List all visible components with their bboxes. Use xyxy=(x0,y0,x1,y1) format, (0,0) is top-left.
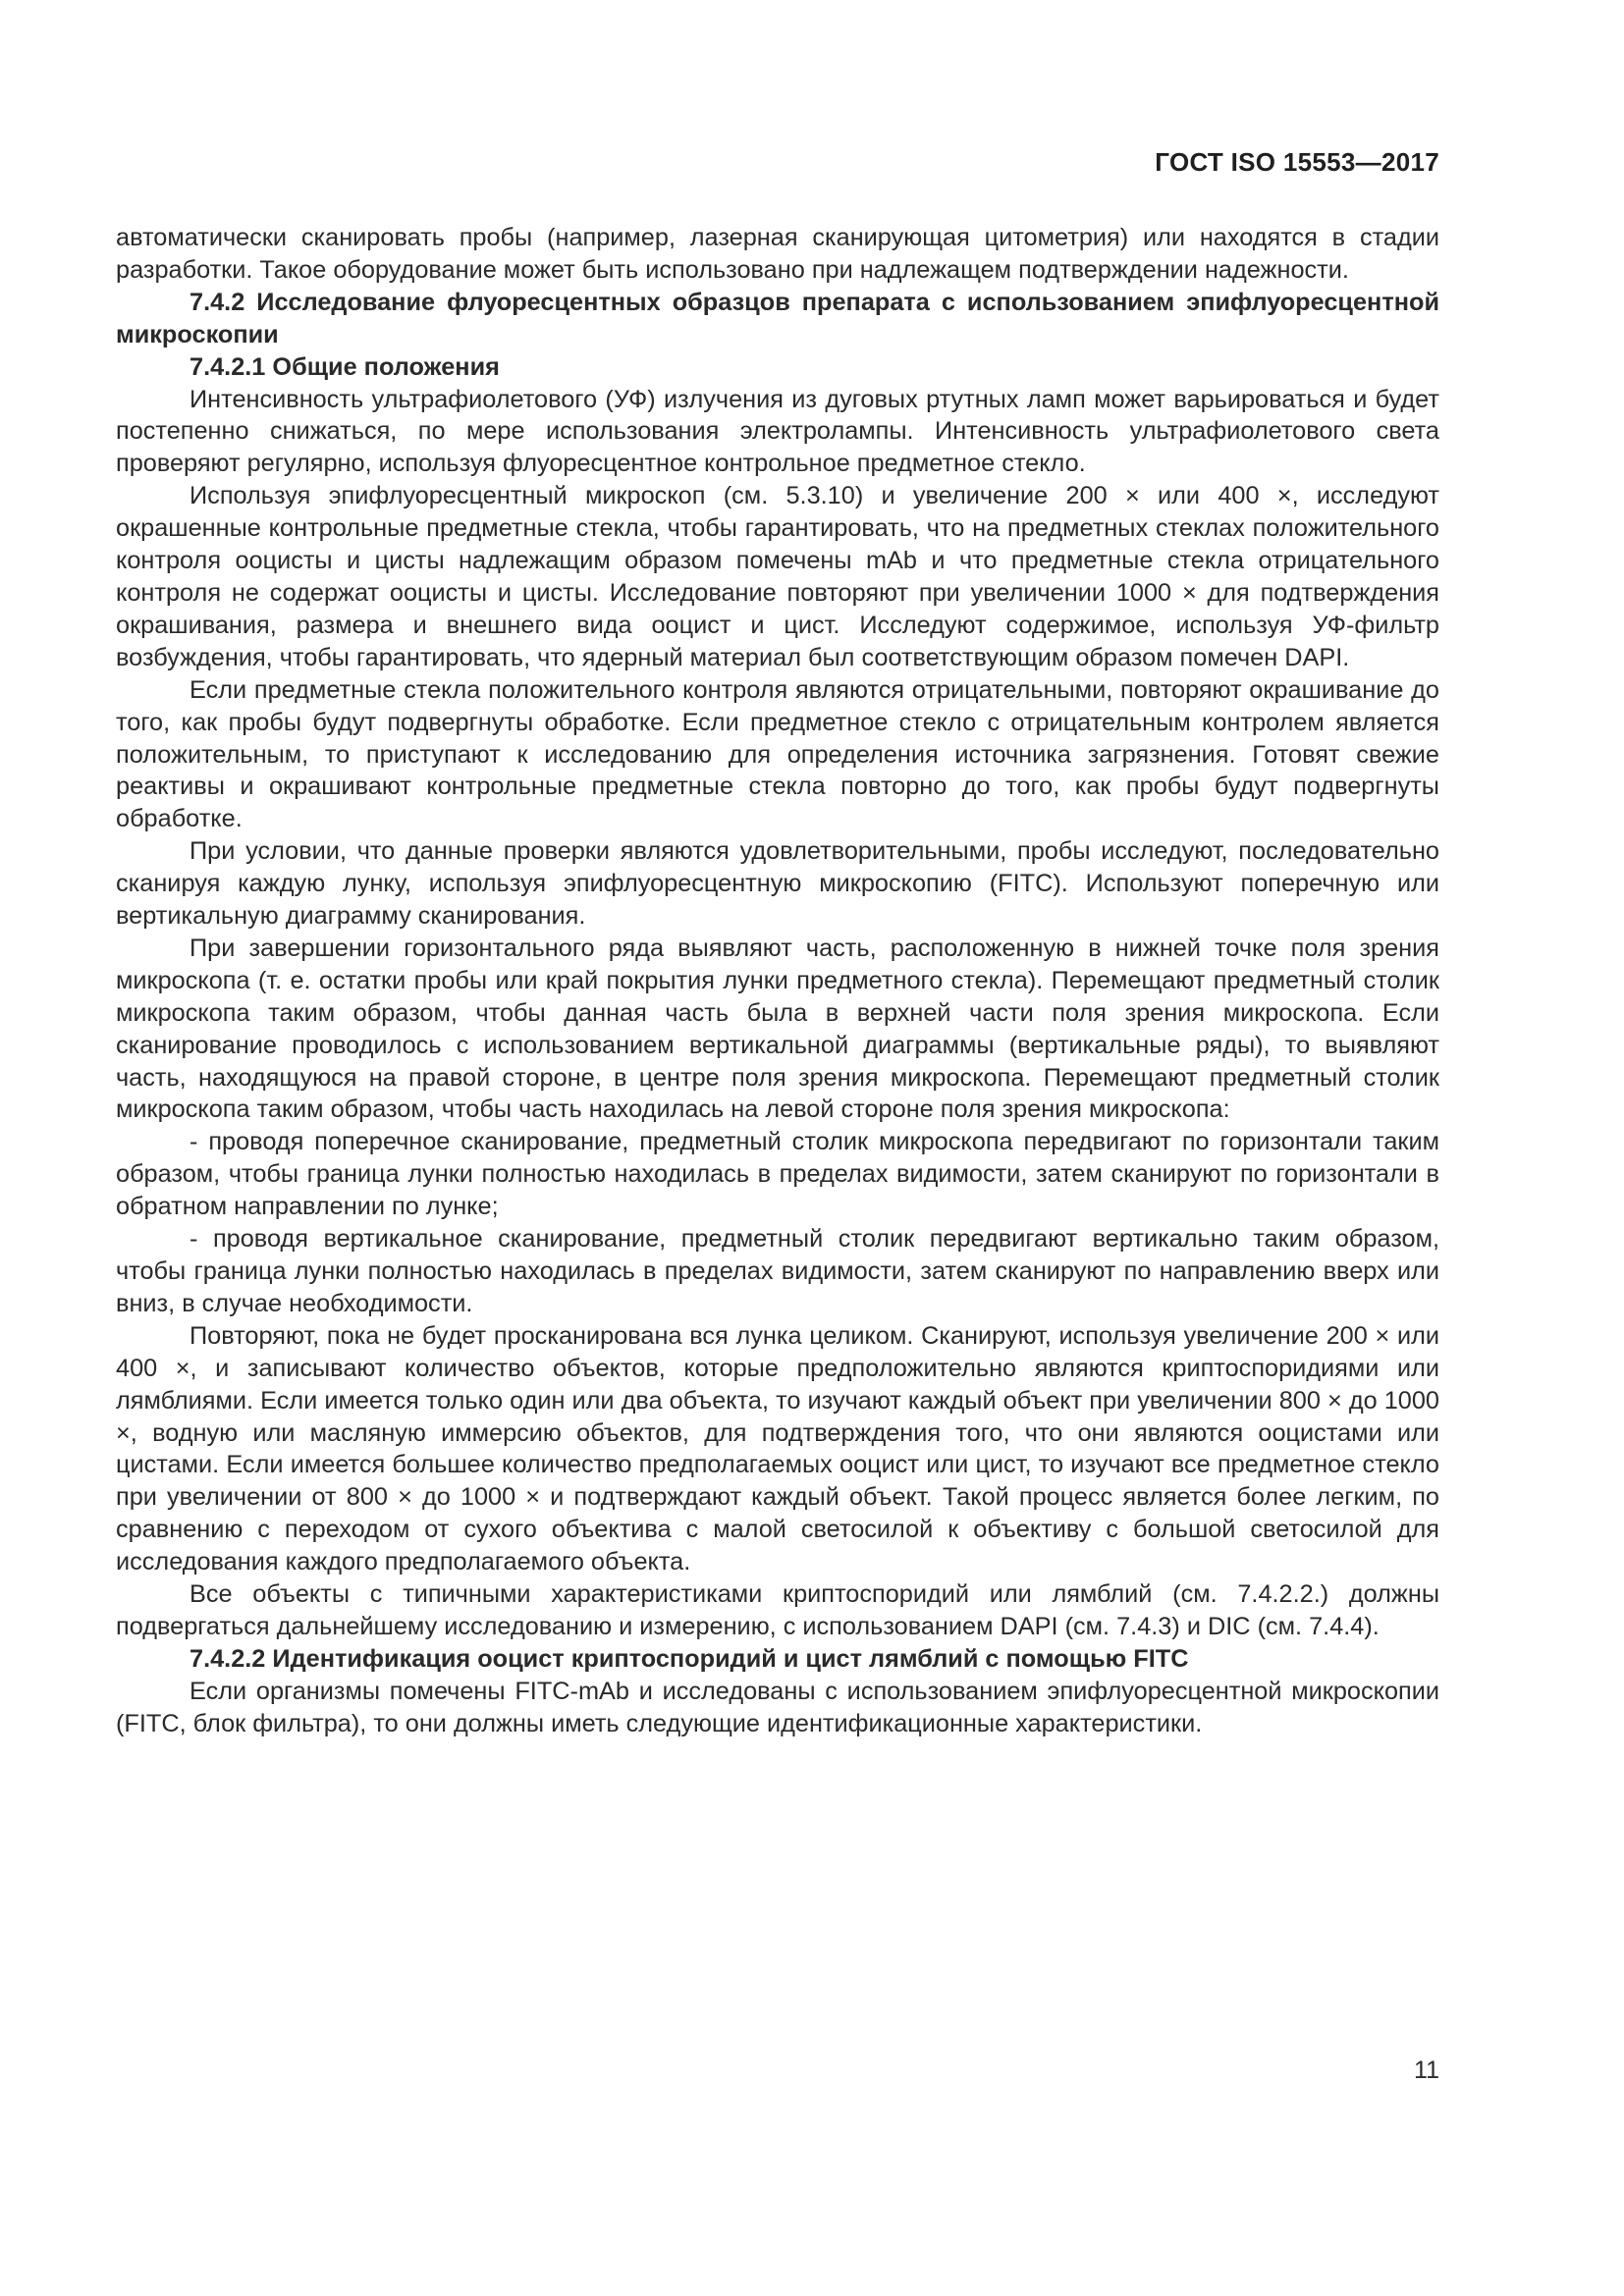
paragraph-scanning: При условии, что данные проверки являются удовлетворительными, пробы исследуют, последовательно сканируя каждую лунку, используя эпифлуоресцентную микроскопию (FITC). Используют поперечную или вертикальную диаграмму сканирования. xyxy=(116,837,1439,931)
paragraph-uv-intensity: Интенсивность ультрафиолетового (УФ) излучения из дуговых ртутных ламп может варьироваться и будет постепенно снижаться, по мере использования электролампы. Интенсивность ультрафиолетового света проверяют регулярно, используя флуоресцентное контрольное предметное стекло. xyxy=(116,385,1439,478)
document-body xyxy=(116,222,1439,1740)
page-number: 11 xyxy=(1414,2056,1439,2084)
section-heading-7-4-2-1: 7.4.2.1 Общие положения xyxy=(189,352,500,381)
paragraph-continuation: автоматически сканировать пробы (например, лазерная сканирующая цитометрия) или находятся в стадии разработки. Такое оборудование может быть использовано при надлежащем подтверждении надежности. xyxy=(116,224,1439,284)
page-header-standard: ГОСТ ISO 15553—2017 xyxy=(1155,147,1439,177)
list-item-transverse-scan: - проводя поперечное сканирование, предметный столик микроскопа передвигают по горизонтали таким образом, чтобы граница лунки полностью находилась в пределах видимости, затем сканируют по горизонтали в обратном направлении по лунке; xyxy=(116,1128,1439,1221)
list-item-vertical-scan: - проводя вертикальное сканирование, предметный столик передвигают вертикально таким образом, чтобы граница лунки полностью находилась в пределах видимости, затем сканируют по направлению вверх или вниз, в случае необходимости. xyxy=(116,1225,1439,1317)
paragraph-negative-control: Если предметные стекла положительного контроля являются отрицательными, повторяют окрашивание до того, как пробы будут подвергнуты обработке. Если предметное стекло с отрицательным контролем является положительным, то приступают к исследованию для определения источника загрязнения. Готовят свежие реактивы и окрашивают контрольные предметные стекла повторно до того, как пробы будут подвергнуты обработке. xyxy=(116,675,1439,833)
paragraph-fitc-identification: Если организмы помечены FITC-mAb и исследованы с использованием эпифлуоресцентной микроскопии (FITC, блок фильтра), то они должны иметь следующие идентификационные характеристики. xyxy=(116,1677,1439,1737)
paragraph-typical-objects: Все объекты с типичными характеристиками криптоспоридий или лямблий (см. 7.4.2.2.) должны подвергаться дальнейшему исследованию и измерению, с использованием DAPI (см. 7.4.3) и DIC (см. 7.4.4). xyxy=(116,1580,1439,1640)
paragraph-repeat-scan: Повторяют, пока не будет просканирована вся лунка целиком. Сканируют, используя увеличение 200 × или 400 ×, и записывают количество объектов, которые предположительно являются криптоспоридиями или лямблиями. Если имеется только один или два объекта, то изучают каждый объект при увеличении 800 × до 1000 ×, водную или масляную иммерсию объектов, для подтверждения того, что они являются ооцистами или цистами. Если имеется большее количество предполагаемых ооцист или цист, то изучают все предметное стекло при увеличении от 800 × до 1000 × и подтверждают каждый объект. Такой процесс является более легким, по сравнению с переходом от сухого объектива с малой светосилой к объективу с большой светосилой для исследования каждого предполагаемого объекта. xyxy=(116,1321,1439,1576)
paragraph-control-slides: Используя эпифлуоресцентный микроскоп (см. 5.3.10) и увеличение 200 × или 400 ×, исследуют окрашенные контрольные предметные стекла, чтобы гарантировать, что на предметных стеклах положительного контроля ооцисты и цисты надлежащим образом помечены mAb и что предметные стекла отрицательного контроля не содержат ооцисты и цисты. Исследование повторяют при увеличении 1000 × для подтверждения окрашивания, размера и внешнего вида ооцист и цист. Исследуют содержимое, используя УФ-фильтр возбуждения, чтобы гарантировать, что ядерный материал был соответствующим образом помечен DAPI. xyxy=(116,482,1439,671)
paragraph-horizontal-row: При завершении горизонтального ряда выявляют часть, расположенную в нижней точке поля зрения микроскопа (т. е. остатки пробы или край покрытия лунки предметного стекла). Перемещают предметный столик микроскопа таким образом, чтобы данная часть была в верхней части поля зрения микроскопа. Если сканирование проводилось с использованием вертикальной диаграммы (вертикальные ряды), то выявляют часть, находящуюся на правой стороне, в центре поля зрения микроскопа. Перемещают предметный столик микроскопа таким образом, чтобы часть находилась на левой стороне поля зрения микроскопа: xyxy=(116,934,1439,1124)
section-heading-7-4-2-2: 7.4.2.2 Идентификация ооцист криптоспоридий и цист лямблий с помощью FITC xyxy=(189,1644,1189,1673)
section-heading-7-4-2: 7.4.2 Исследование флуоресцентных образцов препарата с использованием эпифлуоресцентной микроскопии xyxy=(116,288,1439,348)
